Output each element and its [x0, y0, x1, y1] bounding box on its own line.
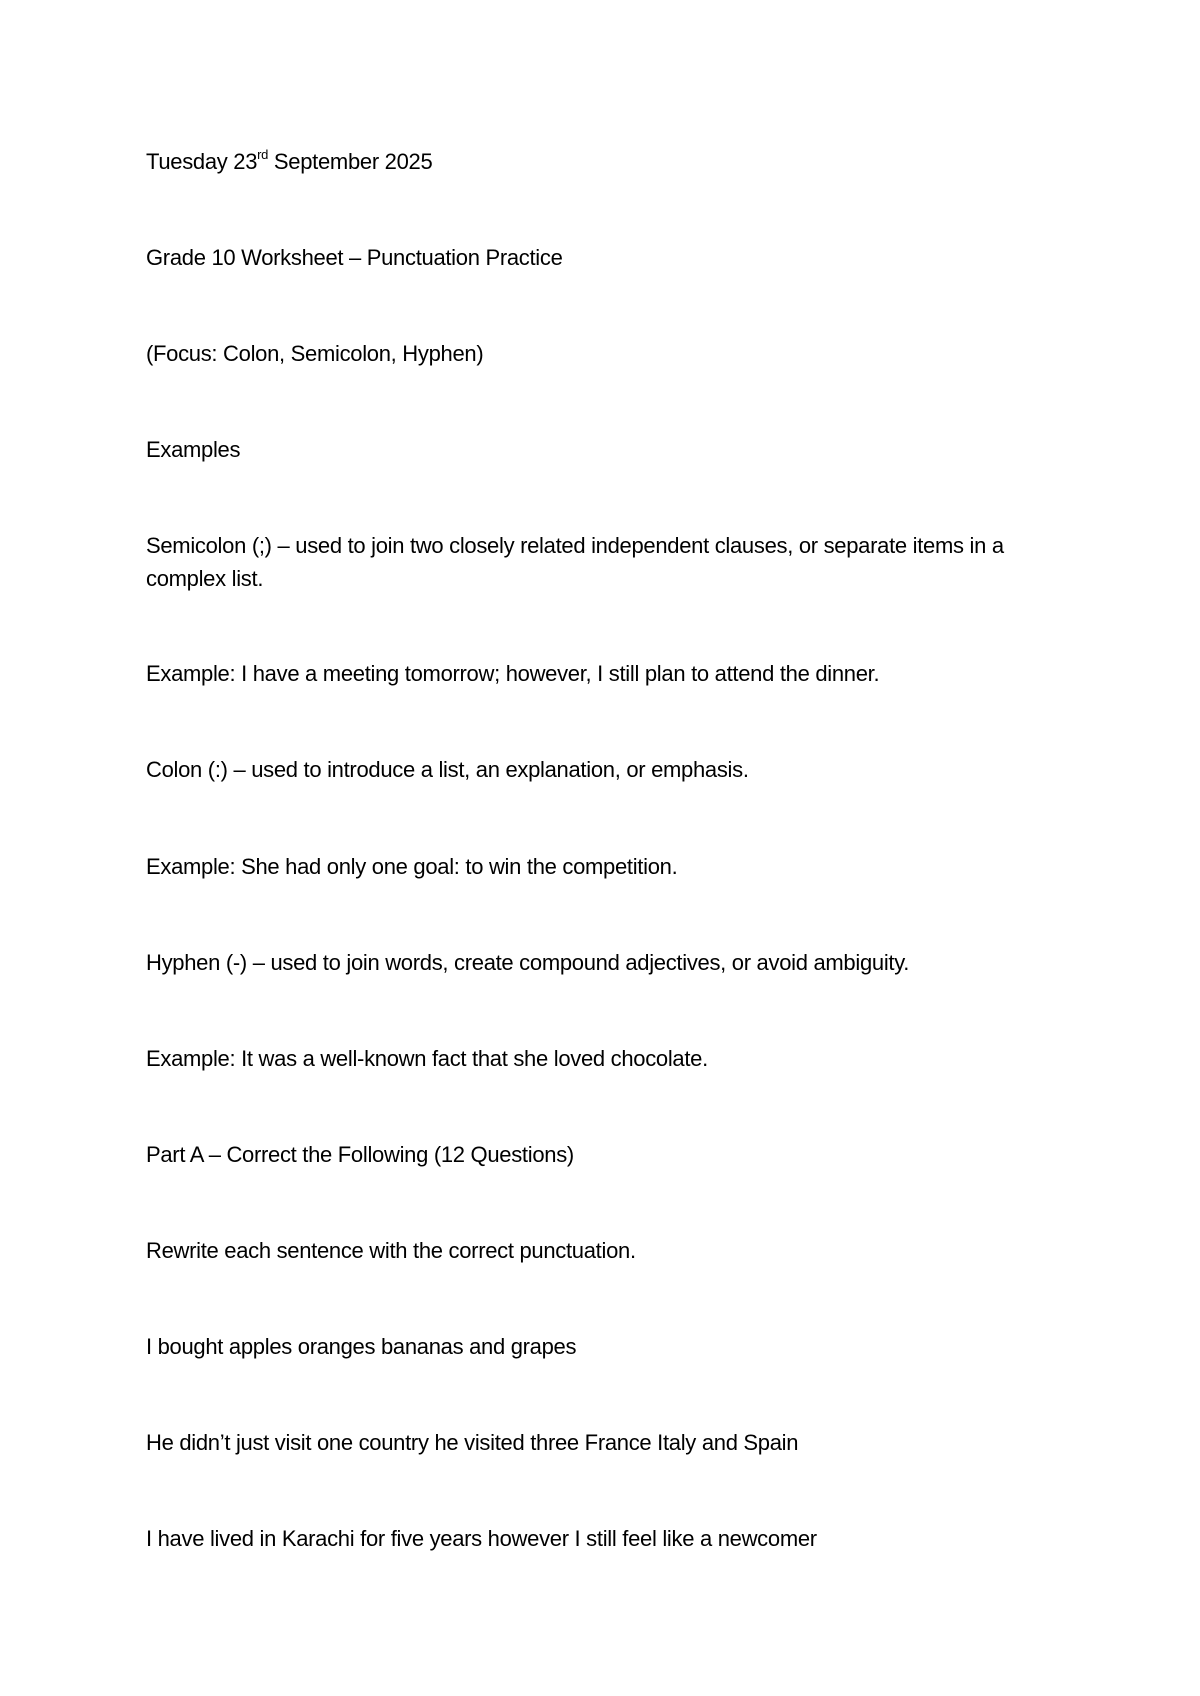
- part-a-heading: Part A – Correct the Following (12 Questions): [146, 1142, 574, 1167]
- focus-line: (Focus: Colon, Semicolon, Hyphen): [146, 341, 484, 366]
- hyphen-example: Example: It was a well-known fact that she loved chocolate.: [146, 1046, 708, 1071]
- examples-heading: Examples: [146, 437, 241, 462]
- part-a-instruction: Rewrite each sentence with the correct punctuation.: [146, 1238, 636, 1263]
- question-item: I have lived in Karachi for five years however I still feel like a newcomer: [146, 1526, 817, 1551]
- date-rest: September 2025: [268, 149, 433, 174]
- semicolon-example: Example: I have a meeting tomorrow; however, I still plan to attend the dinner.: [146, 661, 880, 686]
- question-item: I bought apples oranges bananas and grapes: [146, 1334, 577, 1359]
- colon-definition: Colon (:) – used to introduce a list, an explanation, or emphasis.: [146, 757, 749, 782]
- hyphen-definition: Hyphen (-) – used to join words, create compound adjectives, or avoid ambiguity.: [146, 950, 910, 975]
- semicolon-definition: Semicolon (;) – used to join two closely related independent clauses, or separate items in a complex list.: [146, 533, 1004, 591]
- colon-example: Example: She had only one goal: to win the competition.: [146, 854, 678, 879]
- document-date: [146, 145, 1056, 178]
- date-day: Tuesday 23: [146, 149, 258, 174]
- worksheet-title: Grade 10 Worksheet – Punctuation Practice: [146, 245, 563, 270]
- question-item: He didn’t just visit one country he visited three France Italy and Spain: [146, 1430, 799, 1455]
- date-ordinal-suffix: rd: [257, 146, 269, 162]
